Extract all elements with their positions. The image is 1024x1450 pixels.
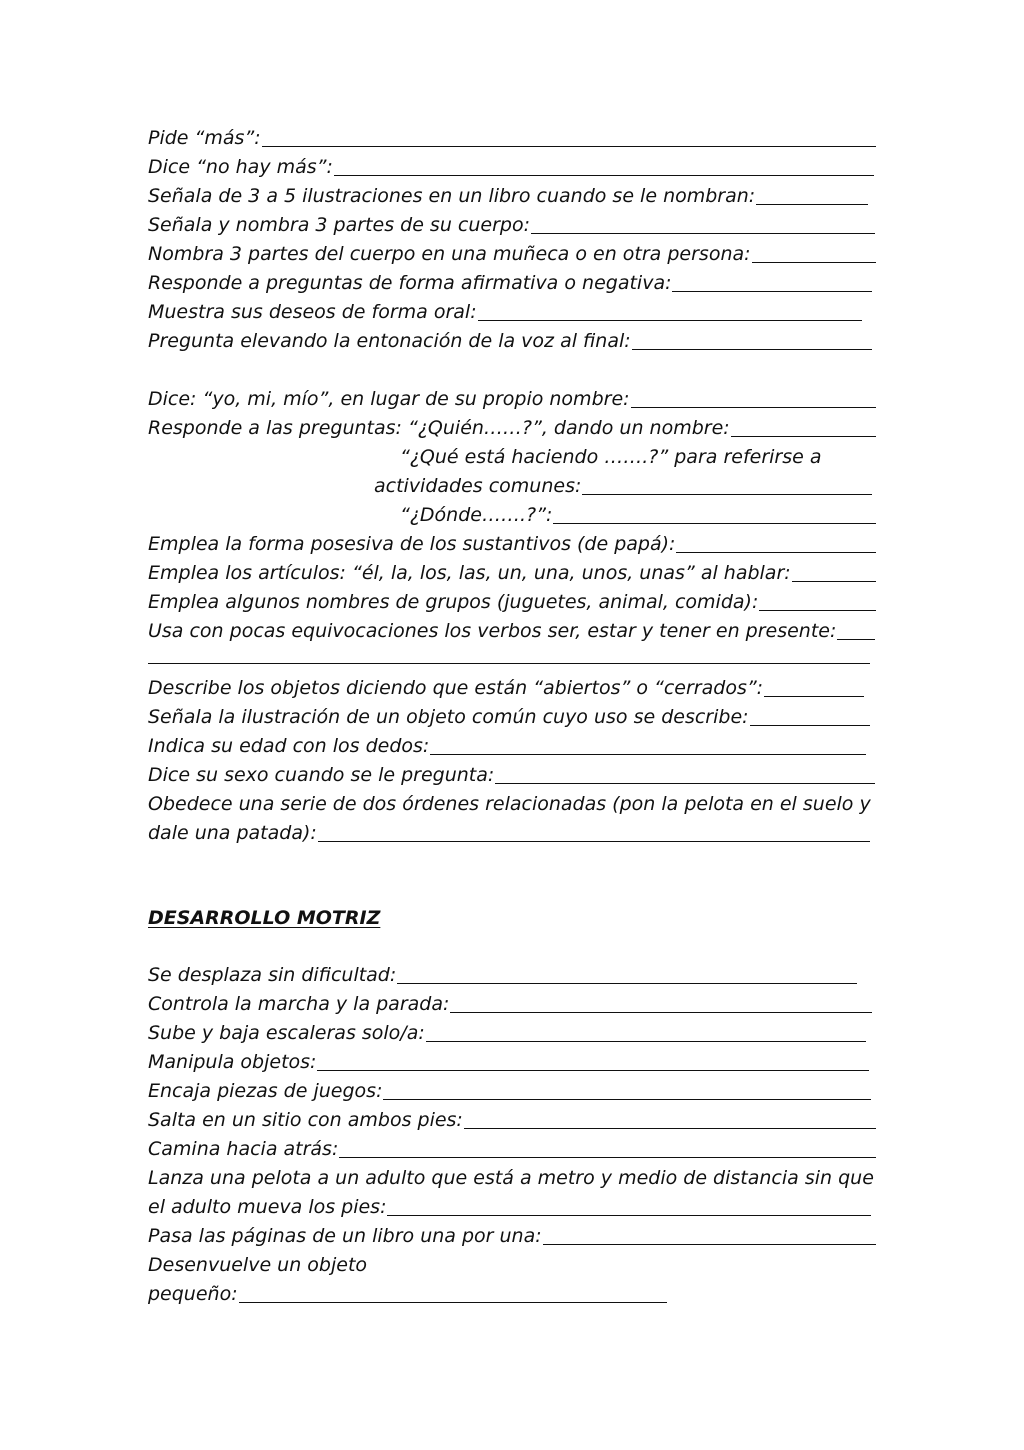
item-label: Lanza una pelota a un adulto que está a metro y medio de distancia sin que [148, 1167, 874, 1189]
answer-blank[interactable] [318, 841, 870, 842]
checklist-line [148, 124, 876, 152]
item-label: Sube y baja escaleras solo/a: [148, 1022, 425, 1044]
checklist-line [148, 182, 868, 210]
answer-blank[interactable] [752, 262, 876, 263]
checklist-line [148, 819, 870, 847]
checklist-line [148, 588, 876, 616]
checklist-line [148, 153, 874, 181]
item-label: Dice: “yo, mi, mío”, en lugar de su propio nombre: [148, 388, 630, 410]
checklist-line [148, 327, 872, 355]
checklist-line [148, 240, 876, 268]
checklist-line [148, 1193, 871, 1221]
checklist-line [148, 1106, 876, 1134]
checklist-line [148, 1280, 667, 1308]
item-label: Obedece una serie de dos órdenes relacionadas (pon la pelota en el suelo y [148, 793, 871, 815]
checklist-line [148, 703, 870, 731]
checklist-line [148, 761, 875, 789]
answer-blank[interactable] [531, 233, 875, 234]
item-label: Nombra 3 partes del cuerpo en una muñeca o en otra persona: [148, 243, 751, 265]
checklist-line [148, 1048, 869, 1076]
item-label: dale una patada): [148, 822, 317, 844]
answer-blank[interactable] [731, 436, 876, 437]
answer-blank[interactable] [676, 552, 876, 553]
checklist-line [400, 501, 876, 529]
answer-blank[interactable] [317, 1070, 869, 1071]
item-label: Dice “no hay más”: [148, 156, 333, 178]
checklist-line [148, 790, 871, 818]
checklist-line [400, 443, 822, 471]
item-label: Pide “más”: [148, 127, 261, 149]
answer-blank[interactable] [792, 581, 876, 582]
answer-blank[interactable] [543, 1244, 876, 1245]
item-label: Señala y nombra 3 partes de su cuerpo: [148, 214, 530, 236]
checklist-line [148, 1019, 866, 1047]
item-label: Pasa las páginas de un libro una por una: [148, 1225, 542, 1247]
answer-blank[interactable] [759, 610, 876, 611]
answer-blank[interactable] [383, 1099, 871, 1100]
answer-blank[interactable] [632, 349, 872, 350]
answer-blank-continuation[interactable] [148, 663, 870, 664]
checklist-line [148, 617, 875, 645]
checklist-line [148, 298, 862, 326]
item-label: Emplea algunos nombres de grupos (juguetes, animal, comida): [148, 591, 759, 613]
checklist-line [148, 1222, 876, 1250]
answer-blank[interactable] [387, 1215, 871, 1216]
checklist-line [148, 559, 876, 587]
item-label: actividades comunes: [374, 475, 582, 497]
item-label: Emplea la forma posesiva de los sustantivos (de papá): [148, 533, 676, 555]
checklist-line [148, 269, 872, 297]
item-label: Controla la marcha y la parada: [148, 993, 450, 1015]
answer-blank[interactable] [553, 523, 876, 524]
item-label: Encaja piezas de juegos: [148, 1080, 383, 1102]
answer-blank[interactable] [239, 1302, 667, 1303]
checklist-line [374, 472, 872, 500]
checklist-line [148, 961, 857, 989]
answer-blank[interactable] [631, 407, 876, 408]
item-label: Responde a preguntas de forma afirmativa o negativa: [148, 272, 672, 294]
item-label: Responde a las preguntas: “¿Quién……?”, dando un nombre: [148, 417, 730, 439]
item-label: Pregunta elevando la entonación de la voz al final: [148, 330, 631, 352]
item-label: “¿Qué está haciendo …….?” para referirse a [400, 446, 822, 468]
item-label: el adulto mueva los pies: [148, 1196, 387, 1218]
answer-blank[interactable] [334, 175, 874, 176]
item-label: Dice su sexo cuando se le pregunta: [148, 764, 495, 786]
answer-blank[interactable] [426, 1041, 866, 1042]
answer-blank[interactable] [495, 783, 875, 784]
item-label: Usa con pocas equivocaciones los verbos ser, estar y tener en presente: [148, 620, 837, 642]
answer-blank[interactable] [764, 696, 864, 697]
item-label: Emplea los artículos: “él, la, los, las, un, una, unos, unas” al hablar: [148, 562, 791, 584]
answer-blank[interactable] [450, 1012, 872, 1013]
checklist-line [148, 1164, 874, 1192]
item-label: Muestra sus deseos de forma oral: [148, 301, 477, 323]
checklist-line [148, 1251, 367, 1279]
item-label: Camina hacia atrás: [148, 1138, 339, 1160]
item-label: Señala la ilustración de un objeto común cuyo uso se describe: [148, 706, 749, 728]
item-label: Indica su edad con los dedos: [148, 735, 430, 757]
item-label: Salta en un sitio con ambos pies: [148, 1109, 463, 1131]
checklist-line [148, 385, 876, 413]
answer-blank[interactable] [672, 291, 872, 292]
item-label: Describe los objetos diciendo que están “abiertos” o “cerrados”: [148, 677, 764, 699]
checklist-line [148, 990, 872, 1018]
checklist-line [148, 414, 876, 442]
checklist-line [148, 674, 864, 702]
answer-blank[interactable] [582, 494, 872, 495]
item-label: Desenvuelve un objeto [148, 1254, 368, 1276]
answer-blank[interactable] [837, 639, 875, 640]
item-label: Manipula objetos: [148, 1051, 317, 1073]
checklist-line [148, 530, 876, 558]
checklist-line [148, 211, 875, 239]
answer-blank[interactable] [397, 983, 857, 984]
answer-blank[interactable] [478, 320, 862, 321]
answer-blank[interactable] [756, 204, 868, 205]
answer-blank[interactable] [464, 1128, 876, 1129]
item-label: pequeño: [148, 1283, 238, 1305]
section-title: DESARROLLO MOTRIZ [148, 907, 381, 929]
answer-blank[interactable] [339, 1157, 876, 1158]
checklist-line [148, 1077, 871, 1105]
answer-blank[interactable] [430, 754, 866, 755]
checklist-line [148, 732, 866, 760]
answer-blank[interactable] [750, 725, 870, 726]
item-label: “¿Dónde…….?”: [400, 504, 553, 526]
answer-blank[interactable] [262, 146, 876, 147]
item-label: Señala de 3 a 5 ilustraciones en un libro cuando se le nombran: [148, 185, 756, 207]
checklist-line [148, 1135, 876, 1163]
item-label: Se desplaza sin dificultad: [148, 964, 397, 986]
